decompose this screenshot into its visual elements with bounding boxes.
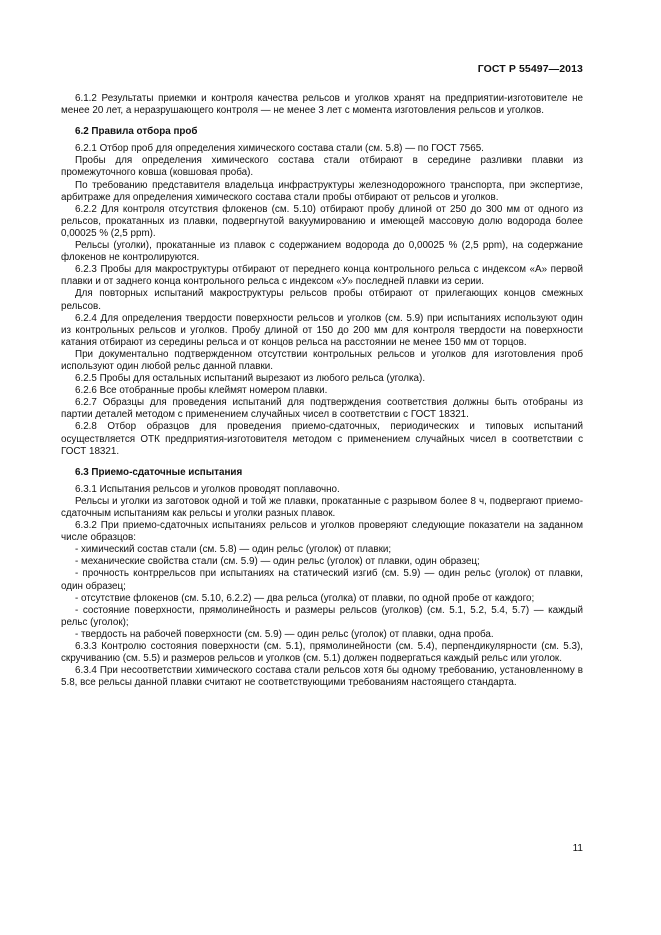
paragraph: 6.2.6 Все отобранные пробы клеймят номером плавки.: [75, 385, 328, 397]
paragraph: 6.2.2 Для контроля отсутствия флокенов (см. 5.10) отбирают пробу длиной от 250 до 300 мм от одного из рельсов, прокатанных из плавки, подвергнутой вакуумированию и имеющей массовую долю водорода более 0,00025 % (2,5 ppm).: [61, 203, 583, 239]
list-item: - механические свойства стали (см. 5.9) — один рельс (уголок) от плавки, один образец;: [75, 556, 480, 568]
paragraph: Рельсы и уголки из заготовок одной и той же плавки, прокатанные с разрывом более 8 ч, подвергают приемо-сдаточным испытаниям как рельсы и уголки разных плавок.: [61, 495, 583, 519]
paragraph: 6.2.3 Пробы для макроструктуры отбирают от переднего конца контрольного рельса с индексом «А» первой плавки и от заднего конца контрольного рельса с индексом «У» последней плавки из серии.: [61, 264, 583, 288]
paragraph: 6.3.1 Испытания рельсов и уголков проводят поплавочно.: [75, 483, 340, 495]
list-item: - отсутствие флокенов (см. 5.10, 6.2.2) — два рельса (уголка) от плавки, по одной пробе от каждого;: [75, 592, 535, 604]
paragraph: 6.2.7 Образцы для проведения испытаний для подтверждения соответствия должны быть отобраны из партии деталей методом с применением случайных чисел в соответствии с ГОСТ 18321.: [61, 397, 583, 421]
document-body: [61, 93, 583, 689]
list-item: - химический состав стали (см. 5.8) — один рельс (уголок) от плавки;: [75, 544, 392, 556]
document-code-header: ГОСТ Р 55497—2013: [477, 63, 583, 75]
paragraph: 6.2.8 Отбор образцов для проведения приемо-сдаточных, периодических и типовых испытаний осуществляется ОТК предприятия-изготовителя методом с применением случайных чисел в соответствии с ГОСТ 18321.: [61, 421, 583, 457]
paragraph: Пробы для определения химического состава стали отбирают в середине разливки плавки из промежуточного ковша (ковшовая проба).: [61, 155, 583, 179]
paragraph: Рельсы (уголки), прокатанные из плавок с содержанием водорода до 0,00025 % (2,5 ppm), на содержание флокенов не контролируются.: [61, 240, 583, 264]
section-6-2-heading: 6.2 Правила отбора проб: [75, 126, 198, 138]
page-number: 11: [572, 843, 583, 854]
paragraph: Для повторных испытаний макроструктуры рельсов пробы отбирают от прилегающих концов смежных рельсов.: [61, 288, 583, 312]
paragraph: По требованию представителя владельца инфраструктуры железнодорожного транспорта, при экспертизе, арбитраже для определения химического состава стали пробы отбирают от рельсов и уголков.: [61, 179, 583, 203]
paragraph-6-1-2: 6.1.2 Результаты приемки и контроля качества рельсов и уголков хранят на предприятии-изготовителе не менее 20 лет, а неразрушающего контроля — не менее 3 лет с момента изготовления рельсов и уголков.: [61, 93, 583, 117]
section-6-3-heading: 6.3 Приемо-сдаточные испытания: [75, 466, 243, 478]
list-item: - прочность контррельсов при испытаниях на статический изгиб (см. 5.9) — один рельс (уголок) от плавки, один образец;: [61, 568, 583, 592]
paragraph: 6.3.4 При несоответствии химического состава стали рельсов хотя бы одному требованию, установленному в 5.8, все рельсы данной плавки считают не соответствующими требованиям настоящего стандарта.: [61, 665, 583, 689]
paragraph: 6.2.4 Для определения твердости поверхности рельсов и уголков (см. 5.9) при испытаниях используют один из контрольных рельсов и уголков. Пробу длиной от 150 до 200 мм для контроля твердости на поверхности катания отбирают из середины рельса и от концов рельса на расстоянии не менее 150 мм от торцов.: [61, 312, 583, 348]
paragraph: 6.3.3 Контролю состояния поверхности (см. 5.1), прямолинейности (см. 5.4), перпендикулярности (см. 5.3), скручиванию (см. 5.5) и размеров рельсов и уголков (см. 5.1) должен подвергаться каждый рельс или уголок.: [61, 641, 583, 665]
paragraph: 6.3.2 При приемо-сдаточных испытаниях рельсов и уголков проверяют следующие показатели на заданном числе образцов:: [61, 520, 583, 544]
list-item: - твердость на рабочей поверхности (см. 5.9) — один рельс (уголок) от плавки, одна проба.: [75, 628, 494, 640]
paragraph: 6.2.5 Пробы для остальных испытаний вырезают из любого рельса (уголка).: [75, 373, 426, 385]
paragraph: При документально подтвержденном отсутствии контрольных рельсов и уголков для изготовления проб используют один любой рельс данной плавки.: [61, 348, 583, 372]
paragraph: 6.2.1 Отбор проб для определения химического состава стали (см. 5.8) — по ГОСТ 7565.: [75, 143, 484, 155]
list-item: - состояние поверхности, прямолинейность и размеры рельсов (уголков) (см. 5.1, 5.2, 5.4, 5.7) — каждый рельс (уголок);: [61, 604, 583, 628]
